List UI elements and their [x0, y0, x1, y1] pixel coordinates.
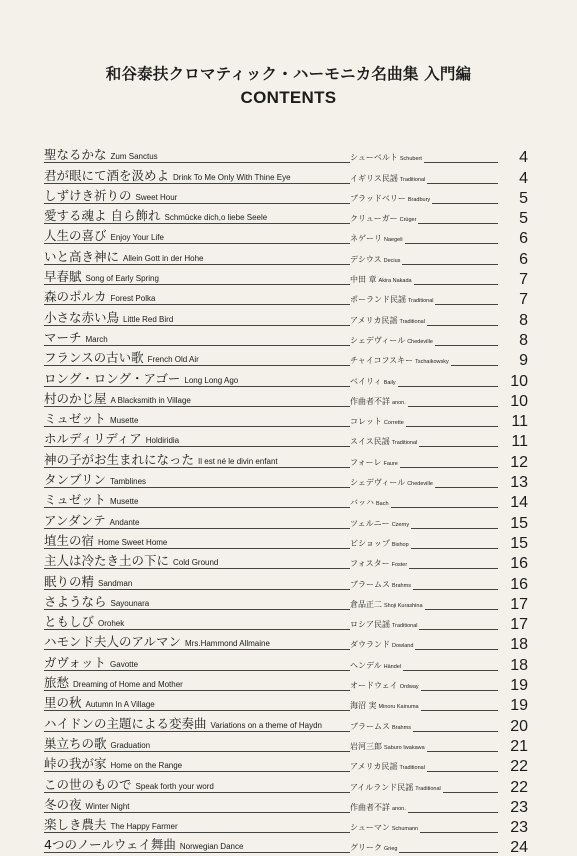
- toc-entry: [44, 146, 528, 166]
- page-number: 7: [519, 291, 528, 309]
- book-title: 和谷泰扶クロマティック・ハーモニカ名曲集 入門編: [105, 65, 472, 83]
- song-title: [44, 656, 138, 672]
- composer: [350, 214, 418, 225]
- song-title-ja: ホルディリディア: [44, 431, 142, 447]
- composer: [350, 336, 435, 347]
- page-number: 8: [519, 311, 528, 329]
- composer: [350, 437, 419, 448]
- page-number: 11: [511, 413, 528, 431]
- composer-en: Traditional: [415, 785, 441, 792]
- song-title-en: Forest Polka: [110, 294, 156, 304]
- song-title: [44, 514, 139, 530]
- toc-entry: [44, 430, 528, 450]
- page-number: 6: [519, 250, 528, 268]
- composer-ja: 作曲者不詳: [350, 802, 390, 812]
- song-title-en: Sayounara: [110, 598, 150, 608]
- song-title: [44, 595, 149, 611]
- composer-en: Traditional: [391, 440, 418, 447]
- song-title-en: Autumn In A Village: [85, 700, 155, 710]
- song-title-ja: 主人は冷たき土の下に: [44, 553, 170, 569]
- composer-ja: オードウェイ: [350, 681, 398, 691]
- song-title-en: March: [85, 334, 108, 344]
- song-title: [44, 737, 150, 753]
- song-title-ja: 小さな赤い鳥: [44, 309, 120, 325]
- composer-en: Traditional: [399, 176, 426, 183]
- composer-en: Bach: [376, 501, 389, 508]
- song-title-ja: しずけき祈りの: [44, 187, 132, 203]
- composer: [350, 722, 413, 733]
- song-title-en: Sweet Hour: [135, 192, 178, 202]
- composer: [350, 295, 435, 306]
- composer-ja: クリューガー: [350, 214, 398, 224]
- toc-entry: [44, 613, 528, 633]
- toc-entry: [44, 816, 528, 836]
- song-title-en: Enjoy Your Life: [110, 233, 164, 243]
- toc-entry: [44, 674, 528, 694]
- composer: [350, 620, 419, 631]
- composer-en: Shoji Kurashina: [384, 602, 423, 609]
- song-title-en: Speak forth your word: [135, 781, 214, 791]
- song-title-en: Holdiridia: [145, 436, 180, 446]
- composer-en: anon.: [392, 399, 406, 406]
- composer-ja: デシウス: [350, 254, 382, 264]
- composer-ja: 倉品正二: [350, 599, 382, 609]
- composer: [350, 174, 427, 185]
- song-title: [44, 148, 158, 164]
- composer: [350, 803, 408, 814]
- composer-ja: シューベルト: [350, 153, 398, 163]
- song-title: [44, 757, 182, 773]
- song-title-ja: ミュゼット: [44, 492, 107, 508]
- song-title-ja: 森のポルカ: [44, 289, 107, 305]
- composer: [350, 701, 421, 712]
- page-number: 6: [519, 230, 528, 248]
- song-title: [44, 392, 191, 408]
- composer-en: Traditional: [399, 765, 425, 772]
- toc-entry: [44, 471, 528, 491]
- page-number: 16: [510, 575, 528, 593]
- song-title-ja: 峠の我が家: [44, 756, 107, 772]
- composer-ja: ネゲーリ: [350, 234, 382, 244]
- composer: [350, 762, 427, 773]
- toc-entry: [44, 775, 528, 795]
- composer: [350, 580, 413, 591]
- toc-entry: [44, 207, 528, 227]
- song-title-en: French Old Air: [147, 355, 199, 365]
- page-number: 4: [519, 169, 528, 187]
- song-title-en: Andante: [109, 517, 140, 527]
- composer: [350, 194, 432, 205]
- toc-entry: [44, 247, 528, 267]
- song-title-en: Variations on a theme of Haydn: [210, 720, 322, 730]
- composer-ja: バッハ: [350, 498, 374, 508]
- composer-en: Naegeli: [384, 237, 403, 244]
- page-number: 18: [510, 636, 528, 654]
- song-title-en: Sandman: [98, 578, 133, 588]
- composer-ja: スイス民謡: [350, 437, 390, 447]
- song-title-en: Song of Early Spring: [85, 274, 159, 284]
- composer-ja: ヘンデル: [350, 660, 382, 670]
- song-title: [44, 372, 238, 388]
- toc-entry: [44, 369, 528, 389]
- composer-ja: アメリカ民謡: [350, 762, 398, 772]
- song-title: [44, 270, 159, 286]
- song-title: [44, 331, 108, 347]
- song-title-ja: 4つのノールウェイ舞曲: [44, 837, 176, 853]
- composer-ja: アイルランド民謡: [350, 782, 414, 792]
- toc-entry: [44, 268, 528, 288]
- song-title-en: Dreaming of Home and Mother: [73, 680, 183, 690]
- toc-entry: [44, 836, 528, 856]
- page-number: 21: [510, 737, 528, 755]
- page-number: 12: [510, 453, 528, 471]
- composer: [350, 661, 403, 672]
- page-number: 14: [510, 494, 528, 512]
- composer-en: Schubert: [399, 156, 422, 163]
- composer: [350, 397, 408, 408]
- song-title: [44, 778, 214, 794]
- song-title: [44, 717, 322, 733]
- toc-entry: [44, 187, 528, 207]
- page-number: 4: [519, 149, 528, 167]
- composer-ja: ブラームス: [350, 579, 390, 589]
- composer-ja: チャイコフスキー: [350, 356, 414, 366]
- page-number: 8: [519, 331, 528, 349]
- table-of-contents: [44, 146, 528, 856]
- song-title-ja: 聖なるかな: [44, 147, 107, 163]
- page-number: 20: [510, 717, 528, 735]
- song-title-ja: 君が眼にて酒を汲めよ: [44, 167, 170, 183]
- composer-en: Crüger: [399, 217, 417, 224]
- toc-entry: [44, 288, 528, 308]
- composer-en: Czerny: [391, 521, 410, 528]
- page-number: 17: [510, 616, 528, 634]
- composer-ja: ベイリィ: [350, 376, 382, 386]
- song-title: [44, 635, 270, 651]
- composer: [350, 843, 399, 854]
- page-number: 11: [511, 433, 528, 451]
- toc-entry: [44, 593, 528, 613]
- composer-en: Decius: [383, 257, 401, 264]
- page-number: 5: [519, 210, 528, 228]
- toc-entry: [44, 653, 528, 673]
- song-title-ja: タンブリン: [44, 472, 107, 488]
- composer-ja: シェデヴィール: [350, 335, 406, 345]
- composer-en: Bishop: [391, 541, 409, 548]
- song-title: [44, 534, 167, 550]
- page-number: 23: [510, 798, 528, 816]
- song-title-ja: 神の子がお生まれになった: [44, 451, 195, 467]
- toc-entry: [44, 532, 528, 552]
- song-title: [44, 311, 173, 327]
- song-title-ja: 楽しき農夫: [44, 817, 107, 833]
- toc-entry: [44, 227, 528, 247]
- composer-en: Foster: [391, 562, 408, 569]
- page-number: 17: [510, 595, 528, 613]
- song-title-en: Il est né le divin enfant: [198, 456, 278, 466]
- composer: [350, 539, 411, 550]
- song-title: [44, 412, 138, 428]
- toc-entry: [44, 572, 528, 592]
- song-title-en: Gavotte: [110, 659, 139, 669]
- composer-en: Faure: [383, 460, 398, 467]
- page-number: 22: [510, 778, 528, 796]
- composer-ja: ポーランド民謡: [350, 295, 406, 305]
- toc-entry: [44, 450, 528, 470]
- song-title-en: The Happy Farmer: [110, 822, 178, 832]
- song-title-en: Schmücke dich,o liebe Seele: [164, 213, 268, 223]
- composer: [350, 640, 415, 651]
- composer-en: Chedeville: [407, 481, 433, 488]
- toc-entry: [44, 755, 528, 775]
- toc-entry: [44, 735, 528, 755]
- composer-ja: フォーレ: [350, 457, 382, 467]
- composer-en: Händel: [383, 663, 402, 670]
- composer: [350, 275, 414, 286]
- toc-entry: [44, 349, 528, 369]
- composer: [350, 783, 443, 794]
- toc-entry: [44, 410, 528, 430]
- composer-ja: 作曲者不詳: [350, 396, 390, 406]
- composer-ja: シューマン: [350, 823, 390, 833]
- composer-ja: ブラームス: [350, 721, 390, 731]
- song-title-en: Long Long Ago: [184, 375, 239, 385]
- composer-ja: 海沼 実: [350, 701, 377, 711]
- composer: [350, 681, 421, 692]
- page-number: 10: [510, 372, 528, 390]
- composer-en: Akira Nakada: [378, 278, 412, 285]
- composer: [350, 498, 391, 509]
- toc-entry: [44, 390, 528, 410]
- song-title-ja: 村のかじ屋: [44, 390, 107, 406]
- song-title-en: Tamblines: [110, 477, 147, 487]
- toc-entry: [44, 714, 528, 734]
- composer-en: anon.: [392, 805, 406, 812]
- contents-heading: CONTENTS: [240, 88, 337, 107]
- song-title-en: Home on the Range: [110, 761, 183, 771]
- song-title-ja: いと高き神に: [44, 248, 120, 264]
- page-number: 10: [510, 392, 528, 410]
- toc-entry: [44, 796, 528, 816]
- page-number: 9: [519, 352, 528, 370]
- composer: [350, 417, 406, 428]
- page-number: 5: [519, 189, 528, 207]
- composer: [350, 519, 411, 530]
- song-title-ja: フランスの古い歌: [44, 350, 144, 366]
- page-number: 15: [510, 534, 528, 552]
- song-title: [44, 818, 178, 834]
- toc-entry: [44, 166, 528, 186]
- song-title-ja: 愛する魂よ 自ら飾れ: [44, 208, 161, 224]
- song-title-en: Little Red Bird: [123, 314, 174, 324]
- song-title: [44, 575, 132, 591]
- composer-en: Saburo Iwakawa: [384, 744, 425, 751]
- composer-en: Traditional: [408, 298, 434, 305]
- page-number: 19: [510, 677, 528, 695]
- composer: [350, 742, 427, 753]
- song-title: [44, 473, 146, 489]
- page-number: 23: [510, 819, 528, 837]
- song-title-en: Musette: [110, 416, 139, 426]
- song-title-ja: 里の秋: [44, 695, 82, 711]
- composer-en: Ordway: [399, 684, 419, 691]
- composer: [350, 255, 402, 266]
- song-title-ja: ともしび: [44, 614, 95, 630]
- composer-ja: 岩河三郎: [350, 741, 382, 751]
- page-number: 24: [510, 839, 528, 856]
- composer-ja: ビショップ: [350, 538, 390, 548]
- page-number: 22: [510, 758, 528, 776]
- toc-entry: [44, 308, 528, 328]
- composer: [350, 600, 425, 611]
- song-title-ja: ミュゼット: [44, 411, 107, 427]
- page-number: 16: [510, 555, 528, 573]
- composer-ja: グリーク: [350, 843, 382, 853]
- song-title-en: Graduation: [110, 740, 151, 750]
- composer: [350, 823, 420, 834]
- composer-en: Tschaikowsky: [415, 359, 449, 366]
- composer-ja: ツェルニー: [350, 518, 390, 528]
- song-title-ja: アンダンテ: [44, 512, 106, 528]
- composer: [350, 153, 424, 164]
- song-title-en: Norwegian Dance: [179, 842, 244, 852]
- composer-en: Brahms: [392, 724, 411, 731]
- song-title-ja: ハイドンの主題による変奏曲: [44, 715, 207, 731]
- song-title-en: Musette: [110, 497, 139, 507]
- composer-en: Traditional: [399, 318, 425, 325]
- song-title-ja: 冬の夜: [44, 796, 82, 812]
- song-title-en: Mrs.Hammond Allmaine: [185, 639, 270, 649]
- composer-en: Schumann: [391, 826, 419, 833]
- song-title-en: Zum Sanctus: [110, 152, 158, 162]
- composer: [350, 478, 435, 489]
- song-title-ja: ガヴォット: [44, 654, 107, 670]
- composer-ja: ロシア民謡: [350, 620, 390, 630]
- page-number: 7: [519, 271, 528, 289]
- song-title: [44, 453, 278, 469]
- song-title-ja: さようなら: [44, 593, 107, 609]
- toc-entry: [44, 552, 528, 572]
- composer: [350, 377, 398, 388]
- composer-en: Chedeville: [407, 338, 433, 345]
- composer-ja: シェデヴィール: [350, 478, 406, 488]
- composer: [350, 559, 409, 570]
- song-title-en: Cold Ground: [173, 558, 219, 568]
- song-title-en: Drink To Me Only With Thine Eye: [173, 172, 291, 182]
- composer: [350, 458, 400, 469]
- page-number: 13: [510, 474, 528, 492]
- page-number: 19: [510, 697, 528, 715]
- song-title-ja: 旅愁: [44, 675, 70, 691]
- composer-ja: 中田 章: [350, 275, 377, 285]
- composer-ja: アメリカ民謡: [350, 315, 398, 325]
- song-title: [44, 493, 138, 509]
- song-title-en: A Blacksmith in Village: [110, 395, 191, 405]
- song-title: [44, 351, 199, 367]
- song-title: [44, 432, 179, 448]
- composer: [350, 316, 427, 327]
- song-title: [44, 798, 130, 814]
- song-title: [44, 676, 183, 692]
- composer-en: Minoru Kainuma: [378, 704, 419, 711]
- toc-entry: [44, 511, 528, 531]
- song-title: [44, 838, 243, 854]
- song-title-ja: 早春賦: [44, 269, 82, 285]
- song-title: [44, 229, 164, 245]
- composer-en: Brahms: [392, 582, 411, 589]
- song-title-ja: ハモンド夫人のアルマン: [44, 634, 182, 650]
- page-number: 15: [510, 514, 528, 532]
- toc-entry: [44, 633, 528, 653]
- composer-en: Traditional: [392, 623, 418, 630]
- song-title: [44, 696, 155, 712]
- composer-ja: ブラッドベリー: [350, 193, 406, 203]
- toc-entry: [44, 329, 528, 349]
- composer-ja: イギリス民謡: [350, 173, 398, 183]
- song-title: [44, 615, 124, 631]
- composer-en: Corrette: [383, 420, 404, 427]
- composer-en: Grieg: [384, 846, 398, 853]
- song-title-en: Winter Night: [85, 801, 130, 811]
- song-title-ja: この世のもので: [44, 776, 132, 792]
- song-title-en: Orohek: [98, 619, 125, 629]
- song-title-ja: マーチ: [44, 329, 82, 345]
- composer-en: Bradbury: [407, 196, 431, 203]
- song-title-ja: 埴生の宿: [44, 532, 95, 548]
- song-title: [44, 290, 155, 306]
- song-title: [44, 554, 218, 570]
- composer-ja: コレット: [350, 417, 382, 427]
- composer: [350, 234, 405, 245]
- song-title-ja: 巣立ちの歌: [44, 735, 107, 751]
- composer-ja: ダウランド: [350, 640, 390, 650]
- song-title-ja: ロング・ロング・アゴー: [44, 370, 181, 386]
- song-title: [44, 209, 267, 225]
- song-title: [44, 169, 291, 185]
- song-title: [44, 250, 204, 266]
- toc-entry: [44, 694, 528, 714]
- page-number: 18: [510, 656, 528, 674]
- composer-ja: フォスター: [350, 559, 390, 569]
- song-title-ja: 眠りの精: [44, 573, 95, 589]
- song-title-en: Home Sweet Home: [98, 537, 168, 547]
- song-title-en: Allein Gott in der Hohe: [123, 253, 204, 263]
- composer: [350, 356, 451, 367]
- composer-en: Baily: [383, 379, 396, 386]
- composer-en: Dowland: [392, 643, 414, 650]
- song-title: [44, 189, 177, 205]
- toc-entry: [44, 491, 528, 511]
- song-title-ja: 人生の喜び: [44, 228, 107, 244]
